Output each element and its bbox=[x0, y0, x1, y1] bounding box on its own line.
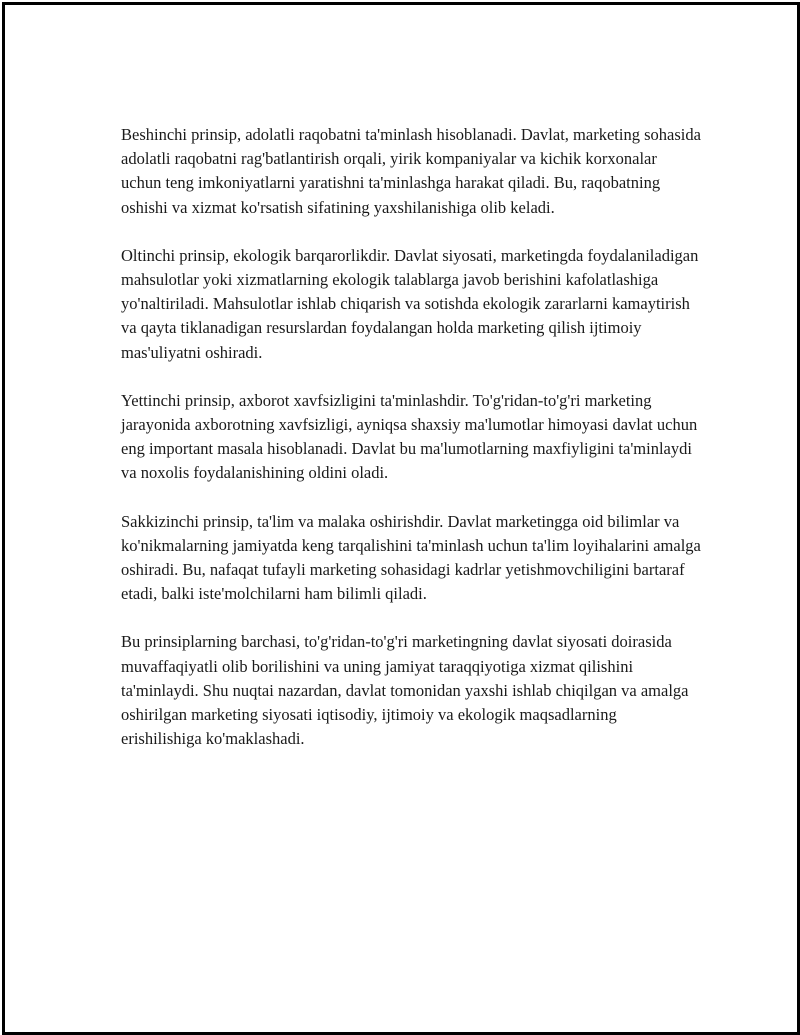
page-frame bbox=[2, 2, 800, 1035]
paragraph-principle-5: Beshinchi prinsip, adolatli raqobatni ta'minlash hisoblanadi. Davlat, marketing sohasida adolatli raqobatni rag'batlantirish orqali, yirik kompaniyalar va kichik korxonalar uchun teng imkoniyatlarni yaratishni ta'minlashga harakat qiladi. Bu, raqobatning oshishi va xizmat ko'rsatish sifatining yaxshilanishiga olib keladi. bbox=[121, 125, 701, 217]
document-body bbox=[121, 123, 701, 775]
paragraph-principle-8: Sakkizinchi prinsip, ta'lim va malaka oshirishdir. Davlat marketingga oid bilimlar va ko'nikmalarning jamiyatda keng tarqalishini ta'minlash uchun ta'lim loyihalarini amalga oshiradi. Bu, nafaqat tufayli marketing sohasidagi kadrlar yetishmovchiligini bartaraf etadi, balki iste'molchilarni ham bilimli qiladi. bbox=[121, 511, 701, 604]
paragraph-principle-7: Yettinchi prinsip, axborot xavfsizligini ta'minlashdir. To'g'ridan-to'g'ri marketing jarayonida axborotning xavfsizligi, ayniqsa shaxsiy ma'lumotlar himoyasi davlat uchun eng important masala hisoblanadi. Davlat bu ma'lumotlarning maxfiyligini ta'minlaydi va noxolis foydalanishining oldini oladi. bbox=[121, 390, 698, 483]
paragraph-conclusion: Bu prinsiplarning barchasi, to'g'ridan-to'g'ri marketingning davlat siyosati doirasida muvaffaqiyatli olib borilishini va uning jamiyat taraqqiyotiga xizmat qilishini ta'minlaydi. Shu nuqtai nazardan, davlat tomonidan yaxshi ishlab chiqilgan va amalga oshirilgan marketing siyosati iqtisodiy, ijtimoiy va ekologik maqsadlarning erishilishiga ko'maklashadi. bbox=[121, 632, 689, 749]
paragraph-principle-6: Oltinchi prinsip, ekologik barqarorlikdir. Davlat siyosati, marketingda foydalaniladigan mahsulotlar yoki xizmatlarning ekologik talablarga javob berishini kafolatlashiga yo'naltiriladi. Mahsulotlar ishlab chiqarish va sotishda ekologik zararlarni kamaytirish va qayta tiklanadigan resurslardan foydalangan holda marketing qilish ijtimoiy mas'uliyatni oshiradi. bbox=[121, 245, 699, 362]
